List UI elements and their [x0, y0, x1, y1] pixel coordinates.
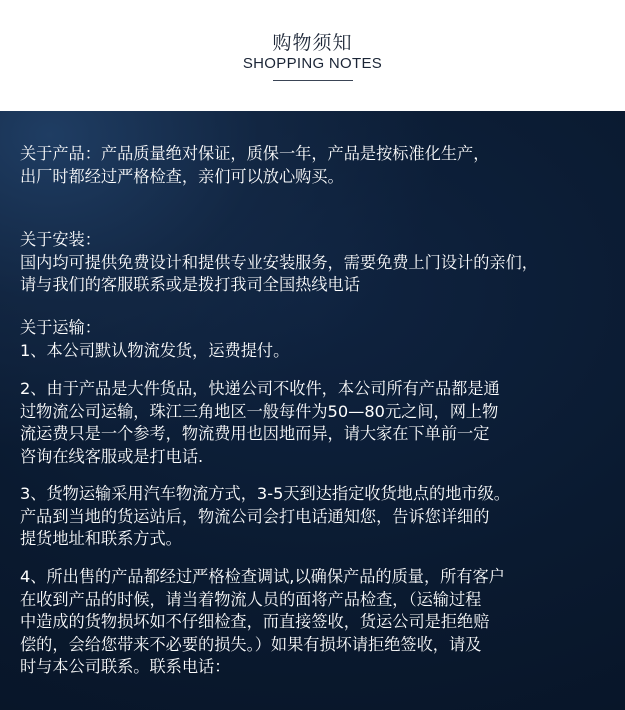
section-heading: 关于安装：: [20, 230, 101, 249]
text-line: 咨询在线客服或是打电话.: [20, 446, 204, 466]
page-title: 购物须知: [272, 32, 353, 54]
text-line: 产品到当地的货运站后，物流公司会打电话通知您，告诉您详细的: [20, 506, 490, 526]
shipping-section: [20, 317, 610, 362]
text-line: 时与本公司联系。联系电话：: [20, 657, 231, 676]
text-line: 2、由于产品是大件货品，快递公司不收件，本公司所有产品都是通: [20, 379, 500, 398]
text-line: 中造成的货物损坏如不仔细检查，而直接签收，货运公司是拒绝赔: [20, 612, 490, 631]
text-line: 4、所出售的产品都经过严格检查调试,以确保产品的质量，所有客户: [20, 567, 505, 586]
text-line: 过物流公司运输，珠江三角地区一般每件为50—80元之间，网上物: [20, 401, 499, 421]
text-line: 3、货物运输采用汽车物流方式，3-5天到达指定收货地点的地市级。: [20, 484, 510, 503]
text-line: 请与我们的客服联系或是拨打我司全国热线电话: [20, 275, 360, 294]
shipping-item-4: [20, 566, 610, 679]
text-line: 在收到产品的时候，请当着物流人员的面将产品检查，（运输过程: [20, 589, 482, 609]
page-header: [0, 0, 625, 111]
text-line: 国内均可提供免费设计和提供专业安装服务，需要免费上门设计的亲们，: [20, 252, 538, 272]
text-line: 流运费只是一个参考，物流费用也因地而异，请大家在下单前一定: [20, 424, 490, 443]
text-line: 偿的，会给您带来不必要的损失。）如果有损坏请拒绝签收，请及: [20, 634, 482, 654]
shipping-item-2: [20, 378, 610, 468]
product-section: [20, 143, 610, 188]
text-line: 出厂时都经过严格检查，亲们可以放心购买。: [20, 166, 344, 186]
page-subtitle: SHOPPING NOTES: [242, 55, 383, 72]
text-line: 关于产品：产品质量绝对保证，质保一年，产品是按标准化生产，: [20, 144, 490, 163]
install-section: [20, 229, 610, 297]
title-divider: [273, 80, 353, 81]
notes-panel: [0, 111, 625, 710]
text-line: 提货地址和联系方式。: [20, 529, 182, 548]
section-heading: 关于运输：: [20, 318, 101, 337]
text-line: 1、本公司默认物流发货，运费提付。: [20, 340, 290, 360]
shipping-item-3: [20, 483, 610, 551]
